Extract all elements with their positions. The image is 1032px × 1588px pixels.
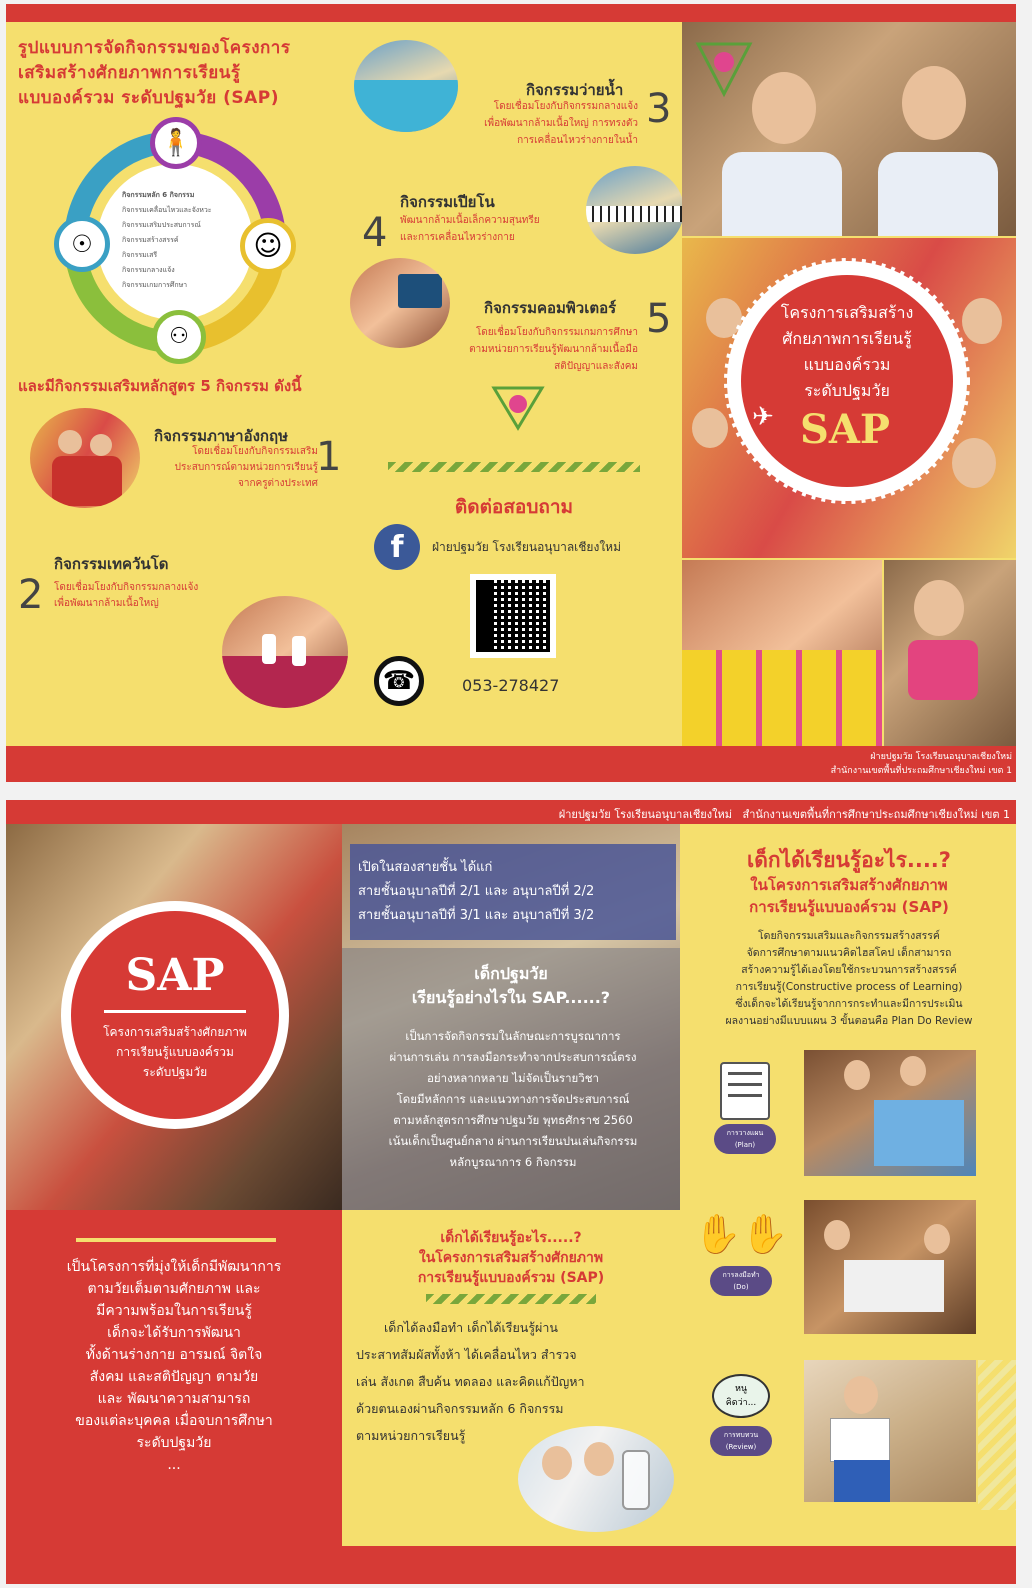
english-activity-photo: [30, 408, 140, 508]
act1-number: 1: [316, 434, 342, 480]
act5-desc: โดยเชื่อมโยงกับกิจกรรมเกมการศึกษา ตามหน่วยการเรียนรู้พัฒนากล้ามเนื้อมือ สติปัญญาและสังคม: [469, 327, 638, 372]
person-icon: 🧍: [150, 117, 202, 169]
facebook-name[interactable]: ฝ่ายปฐมวัย โรงเรียนอนุบาลเชียงใหม่: [432, 540, 621, 554]
act2-desc: โดยเชื่อมโยงกับกิจกรรมกลางแจ้ง เพื่อพัฒนากล้ามเนื้อใหญ่: [54, 582, 199, 609]
wheel-center-list: กิจกรรมหลัก 6 กิจกรรม กิจกรรมเคลื่อนไหวและจังหวะ กิจกรรมเสริมประสบการณ์ กิจกรรมสร้างสรรค์ กิจกรรมเสรี กิจกรรมกลางแจ้ง กิจกรรมเกมการศึกษา: [122, 191, 212, 289]
act3-title: กิจกรรมว่ายน้ำ: [526, 81, 624, 99]
do-photo: [804, 1200, 976, 1334]
act1-desc: โดยเชื่อมโยงกับกิจกรรมเสริม ประสบการณ์ตามหน่วยการเรียนรู้ จากครูต่างประเทศ: [174, 446, 318, 489]
act5-title: กิจกรรมคอมพิวเตอร์: [484, 299, 617, 317]
page2-footer-bar: [6, 1546, 1016, 1584]
hands-icon: ✋✋: [694, 1212, 789, 1256]
act5-number: 5: [646, 296, 672, 342]
experiment-photo: [518, 1426, 674, 1532]
classes-text: เปิดในสองสายชั้น ได้แก่ สายชั้นอนุบาลปีที่ 2/1 และ อนุบาลปีที่ 2/2 สายชั้นอนุบาลปีที่ 3/1 และ อนุบาลปีที่ 3/2: [358, 860, 595, 923]
act4-title: กิจกรรมเปียโน: [400, 193, 495, 211]
right-title: เด็กได้เรียนรู้อะไร....? ในโครงการเสริมสร้างศักยภาพ การเรียนรู้แบบองค์รวม (SAP): [747, 848, 951, 916]
cover-photo-students: [682, 22, 1016, 236]
right-body: โดยกิจกรรมเสริมและกิจกรรมสร้างสรรค์ จัดการศึกษาตามแนวคิดไฮสโคป เด็กสามารถ สร้างความรู้ได้เองโดยใช้กระบวนการสร้างสรรค์ การเรียนรู้(Constructive process of Learning) ซึ่งเด็กจะได้เรียนรู้จากการกระทำและมีการประเมิน ผลงานอย่างมีแบบแผน 3 ขั้นตอนคือ Plan Do Review: [725, 930, 973, 1027]
extra-activities-heading: และมีกิจกรรมเสริมหลักสูตร 5 กิจกรรม ดังนี้: [18, 377, 302, 395]
checklist-icon: [720, 1062, 770, 1120]
act3-number: 3: [646, 86, 672, 132]
left-goal-text: เป็นโครงการที่มุ่งให้เด็กมีพัฒนาการ ตามวัยเต็มตามศักยภาพ และ มีความพร้อมในการเรียนรู้ เด็กจะได้รับการพัฒนา ทั้งด้านร่างกาย อารมณ์ จิตใจ สังคม และสติปัญญา ตามวัย และ พัฒนาความสามารถ ของแต่ละบุคคล เมื่อจบการศึกษา ระดับปฐมวัย ...: [66, 1259, 282, 1473]
cover-photo-yellow-hats: [682, 560, 882, 746]
review-photo: [804, 1360, 976, 1502]
left-sap: SAP: [125, 950, 225, 1001]
left-badge-burst: [56, 896, 294, 1134]
qr-code[interactable]: [470, 574, 556, 658]
brain-icon: ☉: [54, 216, 110, 272]
divider: [388, 462, 640, 472]
phone-number[interactable]: 053-278427: [462, 676, 560, 695]
brochure-outside: [6, 4, 1016, 782]
do-label: การลงมือทำ (Do): [710, 1266, 772, 1296]
how-title: เด็กปฐมวัย เรียนรู้อย่างไรใน SAP......?: [411, 964, 611, 1007]
facebook-icon[interactable]: f: [374, 524, 420, 570]
act4-desc: พัฒนากล้ามเนื้อเล็กความสุนทรีย และการเคลื่อนไหวร่างกาย: [400, 215, 540, 243]
piano-photo: [586, 166, 684, 254]
act2-title: กิจกรรมเทควันโด: [54, 555, 169, 573]
plan-label: การวางแผน (Plan): [714, 1124, 776, 1154]
paper-plane-icon: ✈: [752, 402, 774, 432]
taekwondo-photo: [222, 596, 348, 708]
right-stripe-deco: [978, 1360, 1016, 1510]
cover-logo-icon: [694, 40, 754, 100]
brochure-inside: [6, 800, 1016, 1584]
phone-icon[interactable]: ☎: [374, 656, 424, 706]
learn-divider: [426, 1294, 596, 1304]
learn-title: เด็กได้เรียนรู้อะไร.....? ในโครงการเสริมสร้างศักยภาพ การเรียนรู้แบบองค์รวม (SAP): [417, 1230, 605, 1286]
page2-header-text: ฝ่ายปฐมวัย โรงเรียนอนุบาลเชียงใหม่ สำนักงานเขตพื้นที่การศึกษาประถมศึกษาเชียงใหม่ เขต 1: [558, 808, 1010, 821]
left-badge-text: โครงการเสริมสร้างศักยภาพ การเรียนรู้แบบองค์รวม ระดับปฐมวัย: [103, 1025, 247, 1079]
learn-body: เด็กได้ลงมือทำ เด็กได้เรียนรู้ผ่าน ประสาทสัมผัสทั้งห้า ได้เคลื่อนไหว สำรวจ เล่น สังเกต สืบค้น ทดลอง และคิดแก้ปัญหา ด้วยตนเองผ่านกิจกรรมหลัก 6 กิจกรรม ตามหน่วยการเรียนรู้: [356, 1320, 585, 1443]
how-body: เป็นการจัดกิจกรรมในลักษณะการบูรณาการ ผ่านการเล่น การลงมือกระทำจากประสบการณ์ตรง อย่างหลากหลาย ไม่จัดเป็นรายวิชา โดยมีหลักการ และแนวทางการจัดประสบการณ์ ตามหลักสูตรการศึกษาปฐมวัย พุทธศักราช 2560 เน้นเด็กเป็นศูนย์กลาง ผ่านการเรียนปนเล่นกิจกรรม หลักบูรณาการ 6 กิจกรรม: [388, 1029, 638, 1169]
act4-number: 4: [362, 210, 388, 256]
act3-desc: โดยเชื่อมโยงกับกิจกรรมกลางแจ้ง เพื่อพัฒนากล้ามเนื้อใหญ่ การทรงตัว การเคลื่อนไหวร่างกายในน้ำ: [484, 101, 638, 146]
top-bar: [6, 4, 1016, 22]
activity-wheel: [40, 112, 310, 374]
cover-sap: SAP: [800, 406, 890, 453]
smile-icon: ☺: [240, 218, 296, 274]
review-label: การทบทวน (Review): [710, 1426, 772, 1456]
cover-photo-craft: [884, 560, 1016, 746]
panel1-title: รูปแบบการจัดกิจกรรมของโครงการ เสริมสร้างศักยภาพการเรียนรู้ แบบองค์รวม ระดับปฐมวัย (SAP): [18, 38, 291, 108]
social-network-icon: ⚇: [152, 310, 206, 364]
cover-badge-text: โครงการเสริมสร้าง ศักยภาพการเรียนรู้ แบบองค์รวม ระดับปฐมวัย: [780, 303, 914, 400]
contact-heading: ติดต่อสอบถาม: [454, 496, 574, 518]
plan-photo: [804, 1050, 976, 1176]
act2-number: 2: [18, 572, 44, 618]
cover-footer: ฝ่ายปฐมวัย โรงเรียนอนุบาลเชียงใหม่ สำนักงานเขตพื้นที่ประถมศึกษาเชียงใหม่ เขต 1: [830, 752, 1012, 776]
left-badge-rule: [104, 1010, 246, 1013]
speech-bubble-icon: หนู คิดว่า...: [712, 1374, 770, 1418]
school-logo-icon: [490, 384, 546, 434]
act1-title: กิจกรรมภาษาอังกฤษ: [154, 427, 288, 445]
left-goal-rule: [76, 1238, 276, 1242]
